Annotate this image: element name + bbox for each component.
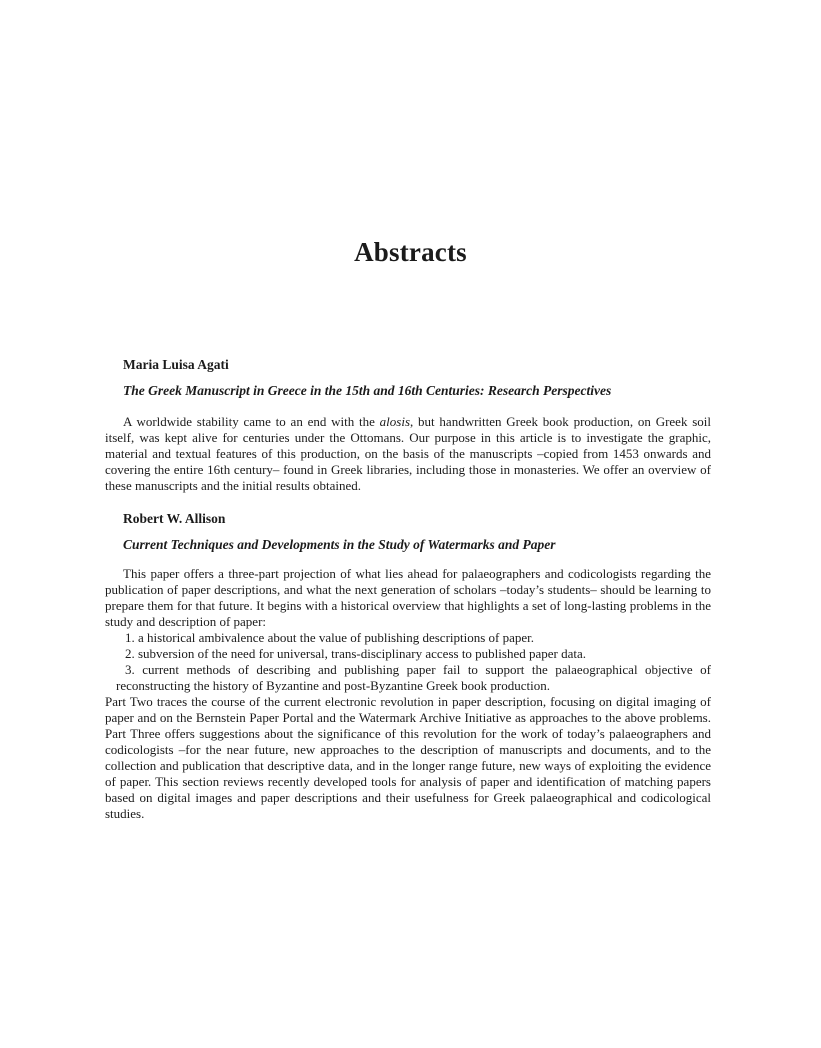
work-title-text: The Greek Manuscript in Greece in the 15th and 16th Centuries: Research Perspectives — [123, 383, 612, 398]
author-name — [105, 357, 711, 373]
paragraph-conclusion: Part Two traces the course of the current electronic revolution in paper description, focusing on digital imaging of paper and on the Bernstein Paper Portal and the Watermark Archive Initiative as approaches to the above problems. Part Three offers suggestions about the significance of this revolution for the work of today’s palaeographers and codicologists –for the near future, new approaches to the description of manuscripts and documents, and to the collection and publication that descriptive data, and in the longer range future, new ways of exploiting the evidence of paper. This section reviews recently developed tools for analysis of paper and identification of matching papers based on digital images and paper descriptions and their usefulness for Greek palaeographical and codicological studies. — [105, 694, 711, 821]
list-item: 3. current methods of describing and publishing paper fail to support the palaeographical objective of reconstructing the history of Byzantine and post-Byzantine Greek book production. — [116, 662, 711, 693]
paragraph-text-before: A worldwide stability came to an end with the — [123, 414, 380, 429]
author-name — [105, 511, 711, 527]
work-title — [105, 537, 711, 553]
author-name-text: Maria Luisa Agati — [123, 357, 229, 372]
abstract-paragraph — [105, 566, 711, 822]
paragraph-intro: This paper offers a three-part projection of what lies ahead for palaeographers and codicologists regarding the publication of paper descriptions, and what the next generation of scholars –today’s students– should be learning to prepare them for that future. It begins with a historical overview that highlights a set of long-lasting problems in the study and description of paper: — [105, 566, 711, 629]
list-item: 1. a historical ambivalence about the value of publishing descriptions of paper. — [125, 630, 535, 645]
work-title — [105, 383, 711, 399]
abstract-paragraph — [105, 414, 711, 494]
list-item: 2. subversion of the need for universal, trans-disciplinary access to published paper data. — [125, 646, 586, 661]
italic-term: alosis — [379, 414, 411, 429]
work-title-text: Current Techniques and Developments in the Study of Watermarks and Paper — [123, 537, 556, 552]
author-name-text: Robert W. Allison — [123, 511, 226, 526]
paragraph-text-after: , but handwritten Greek book production, on Greek soil itself, was kept alive for centuries under the Ottomans. Our purpose in this article is to investigate the graphic, material and textual features of this production, on the basis of the manuscripts –copied from 1453 onwards and covering the entire 16th century– found in Greek libraries, including those in monasteries. We offer an overview of these manuscripts and the initial results obtained. — [105, 414, 712, 493]
page-title: Abstracts — [354, 237, 467, 268]
